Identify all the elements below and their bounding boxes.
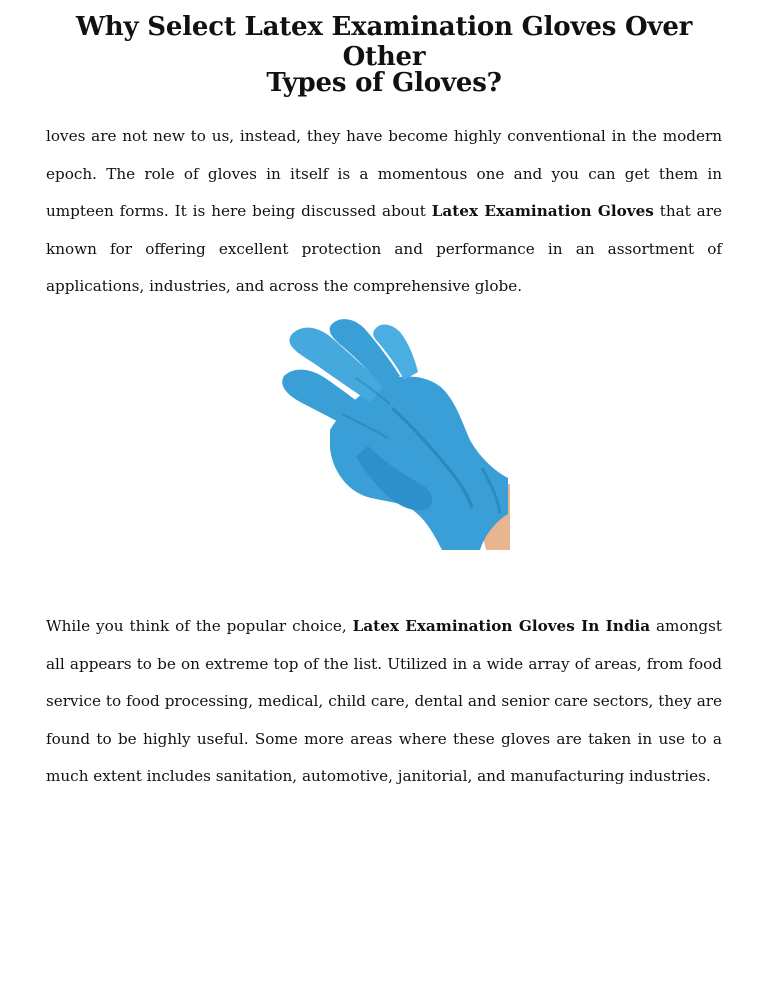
blue-glove-image [272,318,510,550]
choice-text-end: amongst all appears to be on extreme top of the list. Utilized in a wide array of areas, from food service to food processing, medical, child care, dental and senior care sectors, they are found to be highly useful. Some more areas where these gloves are taken in use to a much extent includes sanitation, automotive, janitorial, and manufacturing industries. [46,617,722,786]
choice-text-start: While you think of the popular choice, [46,617,353,635]
intro-text-start: loves are not new to us, instead, they have become highly conventional in the modern epoch. The role of gloves in itself is a momentous one and you can get them in umpteen forms. It is here being discussed about [46,127,722,221]
choice-paragraph [46,608,722,796]
intro-text-end: that are known for offering excellent protection and performance in an assortment of applications, industries, and across the comprehensive globe. [46,202,722,296]
page-title-line-1: Why Select Latex Examination Gloves Over Other [75,12,693,72]
glove-illustration [272,318,510,550]
intro-bold-term: Latex Examination Gloves [431,202,654,221]
choice-bold-term: Latex Examination Gloves In India [352,617,651,635]
page-title-line-2: Types of Gloves? [266,68,502,98]
intro-paragraph [46,118,722,306]
